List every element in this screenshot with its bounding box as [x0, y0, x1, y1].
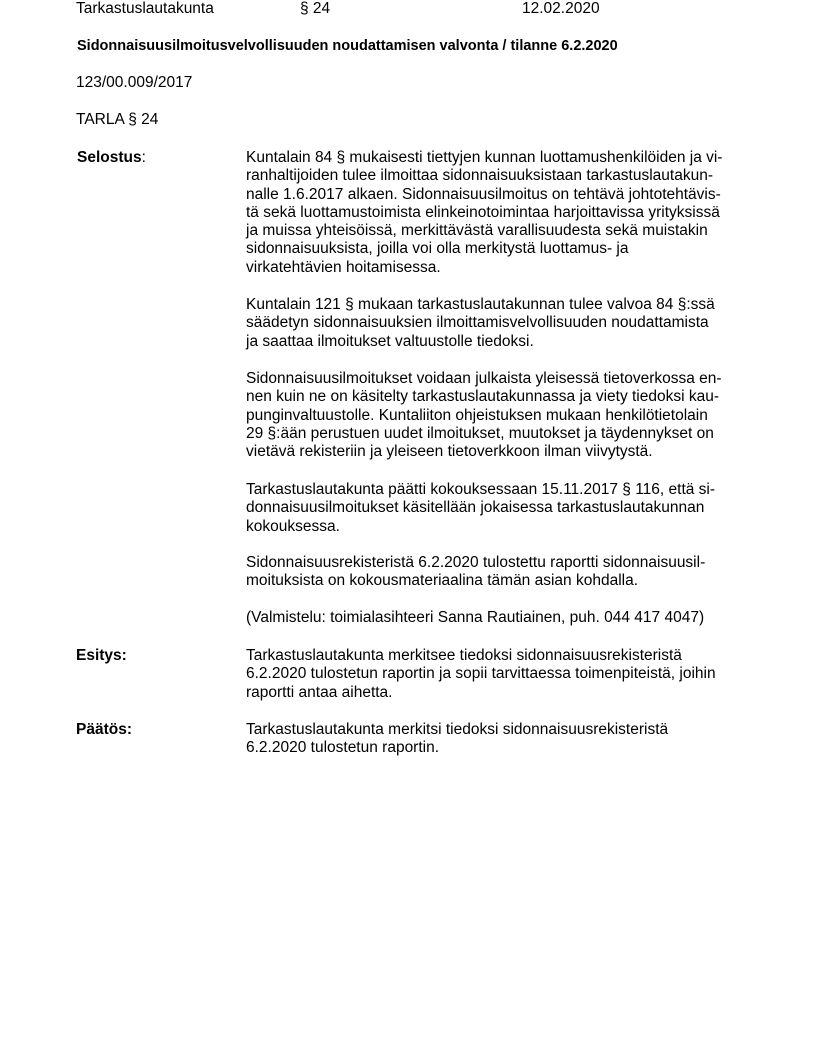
text-line: Sidonnaisuusilmoitukset voidaan julkaista yleisessä tietoverkossa en-: [246, 370, 722, 387]
text-line: nen kuin ne on käsitelty tarkastuslautakunnassa ja viety tiedoksi kau-: [246, 388, 720, 406]
text-line: 29 §:ään perustuen uudet ilmoitukset, muutokset ja täydennykset on: [246, 424, 714, 442]
text-line: kokouksessa.: [246, 517, 340, 535]
text-line: ja saattaa ilmoitukset valtuustolle tiedoksi.: [246, 332, 534, 350]
text-line: Tarkastuslautakunta päätti kokouksessaan 15.11.2017 § 116, että si-: [246, 481, 716, 498]
selostus-paragraph-5: [246, 554, 746, 591]
reference: TARLA § 24: [76, 111, 159, 128]
text-line: Kuntalain 84 § mukaisesti tiettyjen kunnan luottamushenkilöiden ja vi-: [246, 149, 723, 166]
text-line: 6.2.2020 tulostetun raportin.: [246, 739, 440, 757]
selostus-paragraph-3: [246, 370, 746, 461]
text-line: Tarkastuslautakunta merkitsi tiedoksi sidonnaisuusrekisteristä: [246, 721, 669, 738]
text-line: ja muissa yhteisöissä, merkittävästä varallisuudesta sekä muistakin: [246, 222, 708, 240]
paatos-paragraph: [246, 721, 746, 758]
document-title: Sidonnaisuusilmoitusvelvollisuuden noudattamisen valvonta / tilanne 6.2.2020: [77, 38, 618, 54]
paatos-label: Päätös:: [76, 721, 132, 738]
selostus-paragraph-6: [246, 609, 746, 627]
header-date: 12.02.2020: [522, 0, 600, 17]
esitys-label: Esitys:: [76, 647, 127, 664]
selostus-paragraph-2: [246, 296, 746, 351]
text-line: 6.2.2020 tulostetun raportin ja sopii tarvittaessa toimenpiteistä, joihin: [246, 665, 716, 683]
text-line: donnaisuusilmoitukset käsitellään jokaisessa tarkastuslautakunnan: [246, 499, 705, 517]
selostus-paragraph-1: [246, 149, 746, 277]
text-line: nalle 1.6.2017 alkaen. Sidonnaisuusilmoitus on tehtävä johtotehtävis-: [246, 185, 721, 203]
text-line: Kuntalain 121 § mukaan tarkastuslautakunnan tulee valvoa 84 §:ssä: [246, 296, 715, 313]
header-section-number: § 24: [300, 0, 331, 17]
text-line: punginvaltuustolle. Kuntaliiton ohjeistuksen mukaan henkilötietolain: [246, 406, 708, 424]
esitys-paragraph: [246, 647, 746, 702]
text-line: raportti antaa aihetta.: [246, 683, 393, 701]
header-committee: Tarkastuslautakunta: [76, 0, 214, 17]
selostus-paragraph-4: [246, 481, 746, 536]
text-line: moituksista on kokousmateriaalina tämän asian kohdalla.: [246, 572, 639, 590]
text-line: Sidonnaisuusrekisteristä 6.2.2020 tulostettu raportti sidonnaisuusil-: [246, 554, 706, 571]
text-line: virkatehtävien hoitamisessa.: [246, 258, 441, 276]
text-line: (Valmistelu: toimialasihteeri Sanna Rautiainen, puh. 044 417 4047): [246, 609, 705, 626]
text-line: säädetyn sidonnaisuuksien ilmoittamisvelvollisuuden noudattamista: [246, 314, 709, 332]
record-number: 123/00.009/2017: [76, 74, 193, 91]
selostus-label-text: Selostus: [77, 149, 142, 166]
selostus-label: [77, 149, 146, 167]
text-line: Tarkastuslautakunta merkitsee tiedoksi sidonnaisuusrekisteristä: [246, 647, 682, 664]
text-line: tä sekä luottamustoimista elinkeinotoimintaa harjoittavissa yrityksissä: [246, 203, 720, 221]
selostus-label-colon: :: [141, 149, 146, 166]
text-line: sidonnaisuuksista, joilla voi olla merkitystä luottamus- ja: [246, 240, 629, 258]
text-line: ranhaltijoiden tulee ilmoittaa sidonnaisuuksistaan tarkastuslautakun-: [246, 167, 713, 185]
text-line: vietävä rekisteriin ja yleiseen tietoverkkoon ilman viivytystä.: [246, 443, 653, 461]
